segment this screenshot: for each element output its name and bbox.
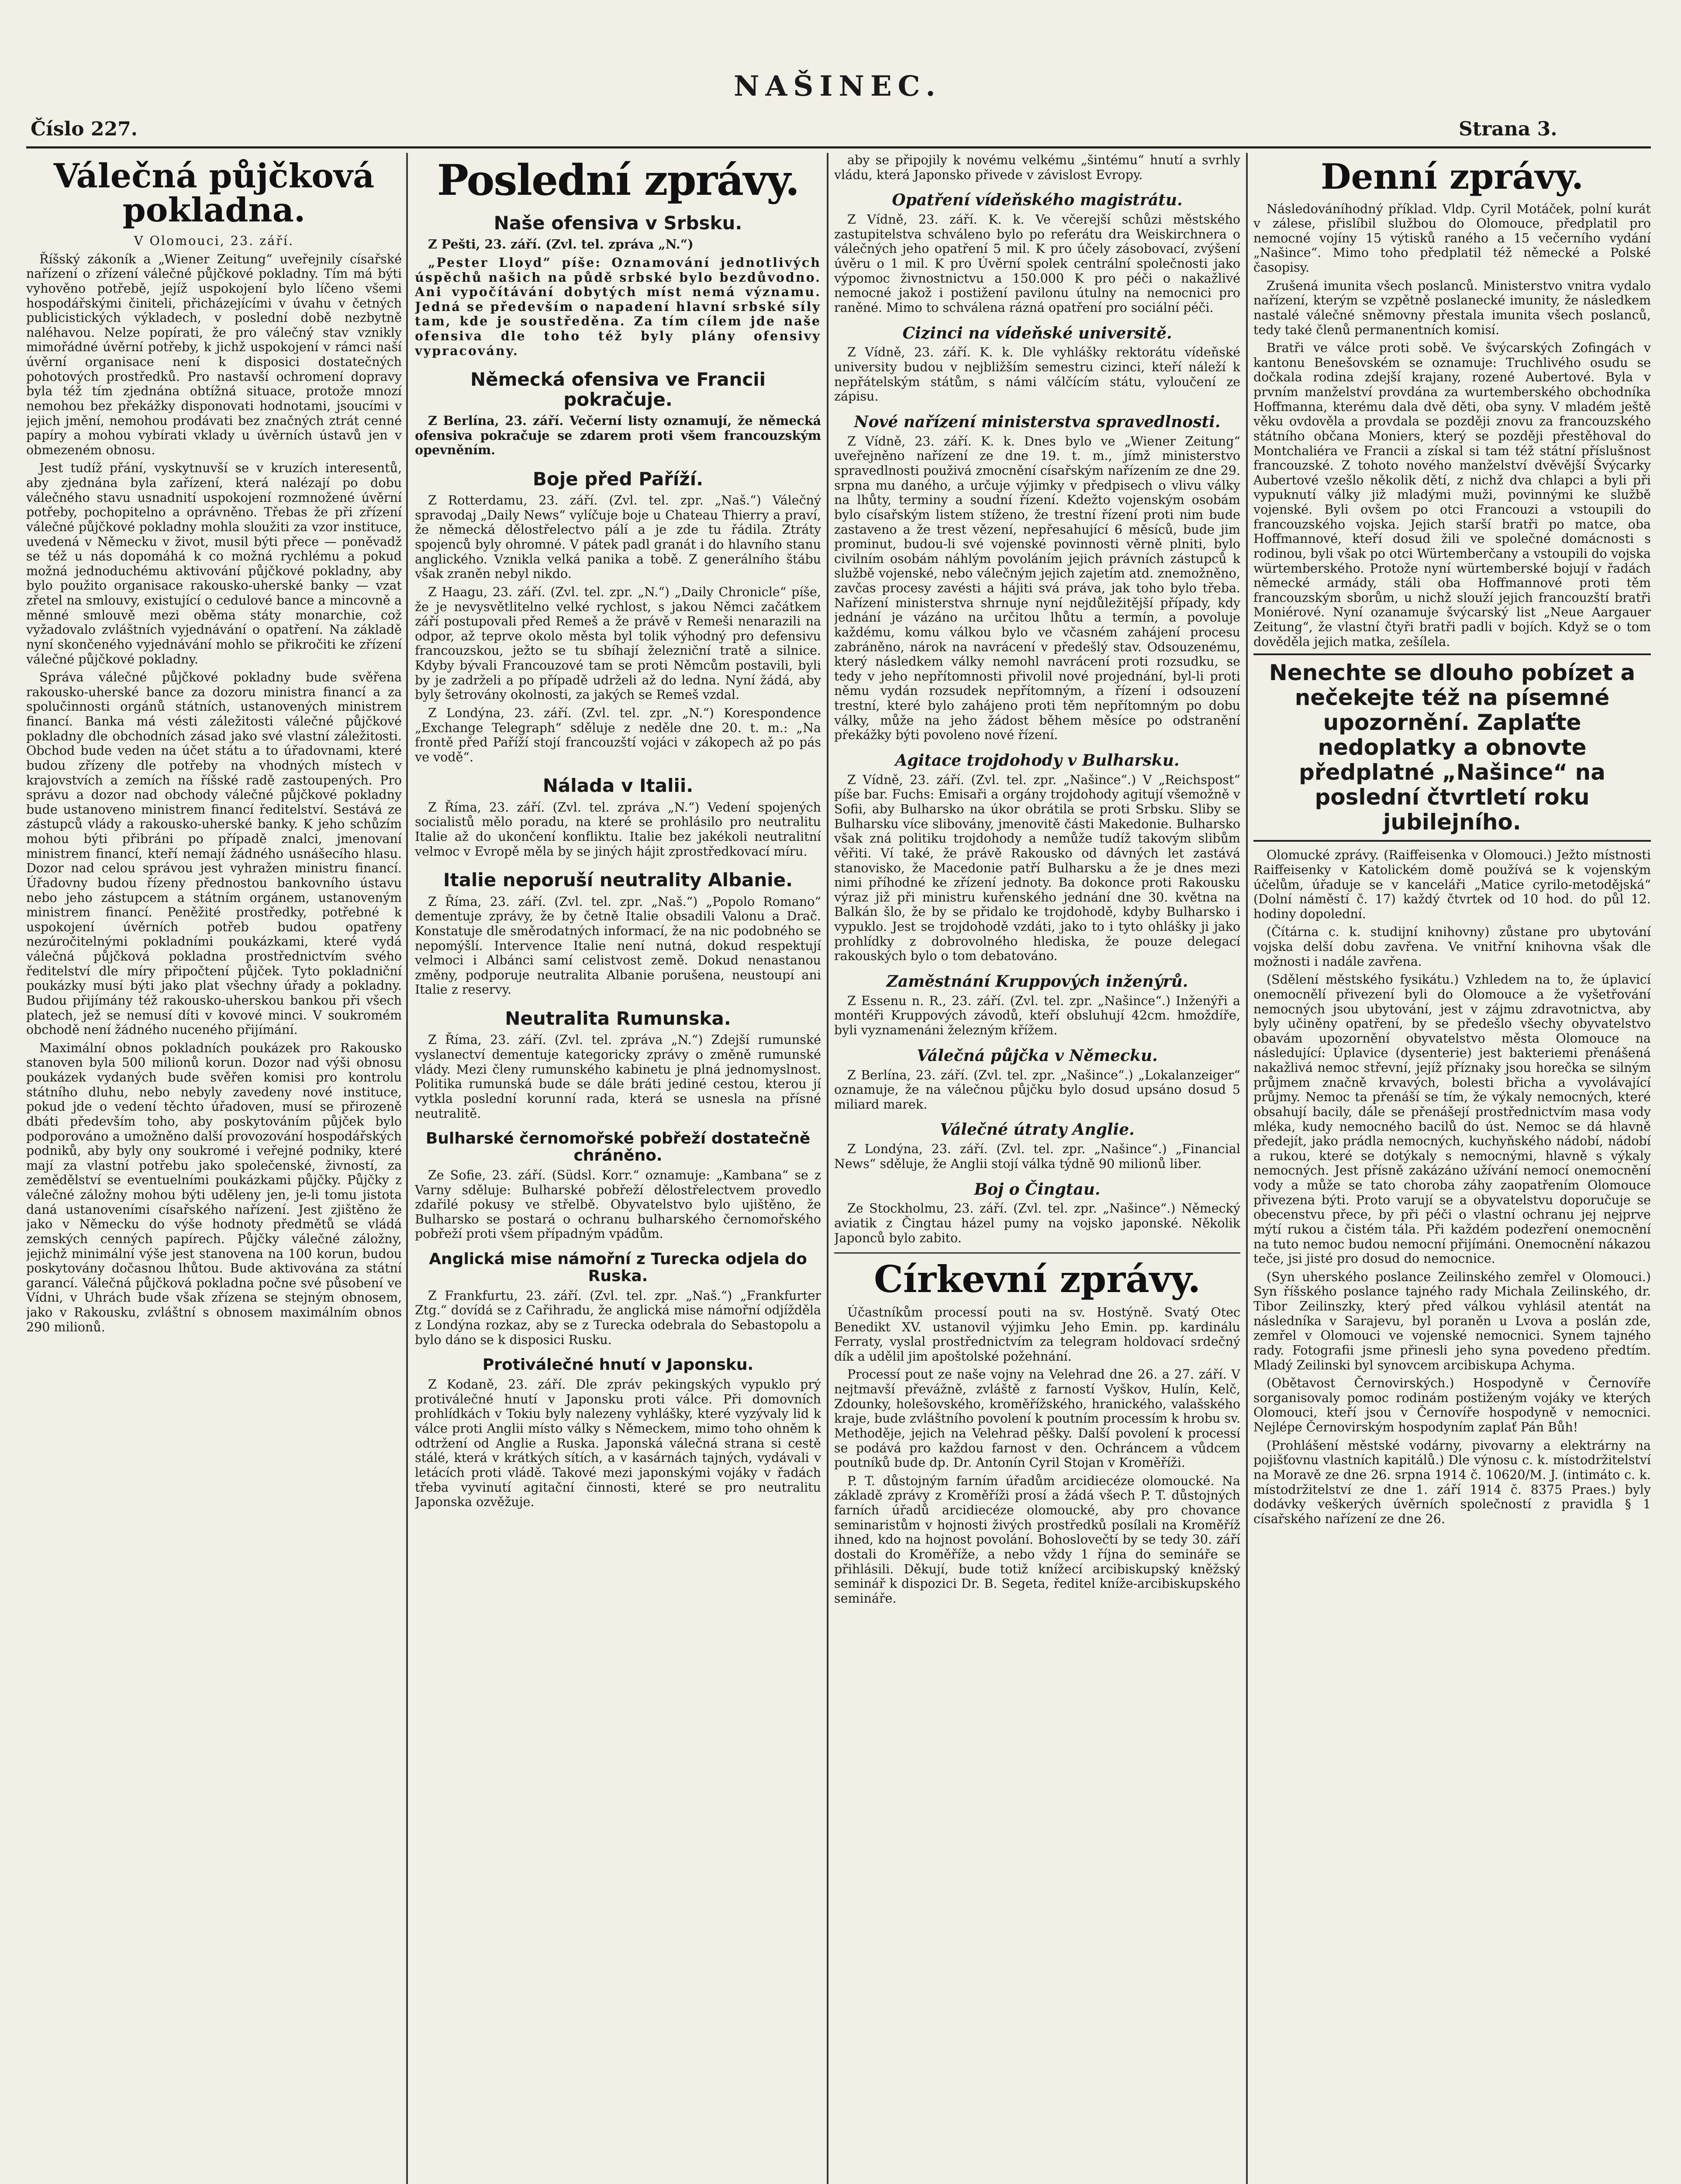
daily-news: (Obětavost Černovirských.) Hospodyně v Černovíře sorganisovaly pomoc rodinám postiženým vojáky ve kterých Olomouci, kteří jsou v Černovíře hospodyně v nemocnici. Nejlépe Černovirským hospodyním zaplať Pán Bůh! [1253,1376,1651,1435]
header-rule [26,146,1651,149]
news-text: Z Berlína, 23. září. Večerní listy oznamují, že německá ofensiva pokračuje se zdarem proti všem francouzským opevněním. [415,413,821,458]
church-news: Processí pout ze naše vojny na Velehrad dne 26. a 27. září. V nejtmavší převážně, zvláště z farností Vyškov, Hulín, Kelč, Zdounky, holešovského, kroměřížského, hranického, valašského kraje, bude zvláštního povolení k poutním processím k hrobu sv. Methoděje, jejich na Velehrad pěšky. Další povolení k processí se podává pro každou farnost v den. Ochráncem a vůdcem poutníků bude dp. Dr. Antonín Cyril Stojan v Kroměříži. [834,1367,1240,1470]
news-text: aby se připojily k novému velkému „šintému“ hnutí a svrhly vládu, která Japonsko přivede v závislost Evropy. [834,153,1240,182]
page-number: Strana 3. [1459,118,1557,140]
news-heading: Boj o Čingtau. [974,1180,1101,1199]
news-heading: Bulharské černomořské pobřeží dostatečně chráněno. [425,1130,811,1165]
news-text: Z Říma, 23. září. (Zvl. tel. zpráva „N.“) Zdejší rumunské vyslanectví dementuje kategoricky zprávy o změně rumunské vlády. Mezi členy rumunského kabinetu je plná jednomyslnost. Politika rumunská bude se dále bráti jediné cestou, kterou jí vytkla poslední korunní rada, která se usnesla na přísné neutralitě. [415,1033,821,1121]
daily-news: Zrušená imunita všech poslanců. Ministerstvo vnitra vydalo nařízení, kterým se vzpětně poslanecké imunity, že následkem nastalé válečné sněmovny přestala imunita všech poslanců, tedy také členů permanentních komisí. [1253,278,1651,337]
page-header [0,0,1681,144]
news-text: Ze Stockholmu, 23. září. (Zvl. tel. zpr. „Našince“.) Německý aviatik z Čingtau házel pumy na vojsko japonské. Několik Japonců bylo zabito. [834,1201,1240,1245]
news-text: Z Berlína, 23. září. (Zvl. tel. zpr. „Našince“.) „Lokalanzeiger“ oznamuje, že na válečnou půjčku bylo dosud upsáno dosud 5 miliard marek. [834,1068,1240,1112]
column-divider [1246,153,1248,2184]
paragraph: Maximální obnos pokladních poukázek pro Rakousko stanoven byla 500 milionů korun. Dozor nad výši obnosu poukázek vydaných bude svěřen komisi pro kontrolu státního dluhu, nebo nebyly zavedeny nové instituce, pokud jde o vedení těchto úřadoven, musí se přirozeně dbáti především toho, aby poskytováním půjček bylo podporováno a umožněno další provozování hospodářských podniků, aby byly ony soukromé i veřejné podniky, které mají za vlastní potřebu jako společenské, živností, za zemědělství se eventuelními poukázkami půjčky. Půjčky z válečné záložny mohou býti uděleny jen, je-li tomu jistota daná ustanoveními císařského nařízení. Jest zjištěno že jako v Německu do výše hodnoty předmětů se vládá zemských cenných papírech. Půjčky válečné záložny, jejichž minimální výše jest stanovena na 100 korun, budou poskytovány dočasnou lhůtou. Bude aktivována za státní garancí. Válečná půjčková pokladna počne své působení ve Vídni, v Uhrách bude však zřízena se stejným obnosem, jako v Rakousku, zvláštní s obnosem maximálním obnos 290 milionů. [26,1040,402,1334]
column-3 [834,153,1240,2184]
news-text: Z Haagu, 23. září. (Zvl. tel. zpr. „N.“) „Daily Chronicle“ píše, že je nevysvětlitelno velké rychlost, s jakou Němci začátkem září postupovali před Remeš a že právě v Remeši nenarazili na odpor, až teprve okolo města byl tolik výhodný pro defensivu francouzskou, ježto se tu sbíhají železniční tratě a silnice. Kdyby bývali Francouzové tam se proti Němcům postavili, byli by je zadrželi a po případě udrželi až do ledna. Nyní žádá, aby byly šetrovány okolnosti, za jakých se Remeš vzdal. [415,584,821,702]
dateline: Z Pešti, 23. září. (Zvl. tel. zpráva „N.“) [428,237,694,252]
news-text: Z Frankfurtu, 23. září. (Zvl. tel. zpr. „Naš.“) „Frankfurter Ztg.“ dovídá se z Cařihradu, že anglická mise námořní odjížděla z Londýna rozkaz, aby se z Turecka odebrala do Sebastopolu a bylo dáno se k disposici Rusku. [415,1288,821,1347]
daily-news: (Čítárna c. k. studijní knihovny) zůstane pro ubytování vojska delší dobu zavřena. Ve vnitřní knihovna však dle možnosti i nadále zavřena. [1253,925,1651,969]
column-1 [26,153,402,2184]
news-heading: Boje před Paříží. [532,468,704,490]
church-news: Účastníkům processí pouti na sv. Hostýně. Svatý Otec Benedikt XV. ustanovil výjimku Jeho Emin. pp. kardinálu Ferraty, vyslal prostřednictvím za telegram holdovací srdečný dík a udělil jim apoštolské požehnání. [834,1305,1240,1364]
news-heading: Opatření vídeňského magistrátu. [892,191,1183,210]
section-title: Poslední zprávy. [437,156,799,205]
column-2 [415,153,821,2184]
article-title: Válečná půjčková pokladna. [53,156,375,229]
paper-title: NAŠINEC. [734,70,942,103]
news-heading: Zaměstnání Kruppových inženýrů. [886,972,1188,991]
news-heading: Cizinci na vídeňské universitě. [902,324,1172,342]
issue-number: Číslo 227. [31,118,138,140]
news-text: Z Rotterdamu, 23. září. (Zvl. tel. zpr. „Naš.“) Válečný spravodaj „Daily News“ vylíčuje boje u Chateau Thierry a praví, že německá dělostřelectvo pálí a je zde tu řádila. Ztráty spojenců byly ohromné. V pátek padl granát i do hlavního stanu anglického. Vznikla velká panika a tobě. Z generálního štábu však zraněn nebyl nikdo. [415,493,821,581]
daily-news: Následováníhodný příklad. Vldp. Cyril Motáček, polní kurát v zálese, přislíbil službou do Olomouce, předplatil pro nemocné vojíny 15 výtisků raného a 15 večerního vydání „Našince“. Mimo toho předplatil též německé a Polské časopisy. [1253,201,1651,275]
news-text: Z Vídně, 23. září. (Zvl. tel. zpr. „Našince“.) V „Reichspost“ píše bar. Fuchs: Emisaři a orgány trojdohody agitují všemožně v Sofii, aby Bulharsko na úkor obrátila se proti Srbsku. Sliby se Bulharsku více slibovány, jmenovitě části Makedonie. Bulharsko však zná politiku trojdohody a nemůže tudíž takovým slibům věřiti. Ví také, že právě Rakousko od dávných let zastává stanovisko, že Macedonie patří Bulharsku a že je dnes mezi nimi příhodné ke zřízení jednoty. Ba dokonce proti Rakousku výraz již při ministru kuřenského jednání dne 30. května na Balkán šlo, že by se přidalo ke trojdohodě, kdyby Bulharsko i vypuklo. Jest se trojdohodě vzdáti, jako to i tyto ohlášky ji jako prohlídky z dobrovolného hlediska, že pouze delegací rakouských bylo o tom debatováno. [834,772,1240,964]
notice-text: Nenechte se dlouho pobízet a nečekejte též na písemné upozornění. Zaplaťte nedoplatky a obnovte předplatné „Našince“ na poslední čtvrtletí roku jubilejního. [1269,660,1636,835]
news-heading: Nové nařízení ministerstva spravedlnosti. [854,412,1221,431]
news-text: Z Vídně, 23. září. K. k. Ve včerejší schůzi městského zastupitelstva schváleno bylo po referátu dra Weiskirchnera o válečných jeho opatření 5 mil. K pro účely zásobovací, zvýšení úvěru o 1 mil. K pro Úvěrní spolek centrální společnosti jako výpomoc živnostnictvu a 150.000 K pro péči o nakažlivé nemocné jakož i postižení pavilonu útulny na nemocnici pro raněné. Mimo to schválena rázná opatření pro sociální péči. [834,212,1240,315]
news-heading: Válečné útraty Anglie. [940,1120,1135,1139]
daily-news: Olomucké zprávy. (Raiffeisenka v Olomouci.) Ježto místnosti Raiffeisenky v Katolickém domě používá se k vojenským účelům, úřaduje se v kanceláři „Matice cyrilo-metodějská“ (Dolní náměstí č. 17) každý čtvrtek od 10 hod. do půl 12. hodiny dopolední. [1253,848,1651,921]
daily-news: Bratři ve válce proti sobě. Ve švýcarských Zofingách v kantonu Benešovském se oznamuje: Truchlivého osudu se dočkala rodina zdejší krajany, rozené Aubertové. Byla v prvním manželství provdána za wurtemberského obchodníka Hoffmanna, kterému dala dvě děti, oba syny. V mladém ještě věku ovdověla a provdala se později znovu za francouzského státního občana Moniers, který se později přestěhoval do Montchaliéra ve Francii a získal si tam též státní příslušnost francouzské. Z tohoto nového manželství dvěvější Švýcarky Aubertové vzešlo několik dětí, z nichž dva chlapci a byli při vypuknutí války již mladými muži, povinnými ke službě vojenské. Byli ovšem po otci Francouzi a vstoupili do francouzského vojska. Jejich starší bratři po matce, oba Hoffmannové, kteří dosud žili ve společné domácnosti s rodinou, byli však po otci Würtemberčany a vstoupili do vojska würtemberského. Protože nyní würtemberské bojují v řadách německé armády, stáli oba Hoffmannové proti těm francouzským sborům, u nichž slouží jejich francouzští bratři Moniérové. Nyní ozanamuje švýcarský list „Neue Aargauer Zeitung“, že vlastní čtyři bratři padli v bojích. Když se o tom dověděla jejich matka, zešílela. [1253,341,1651,649]
news-heading: Válečná půjčka v Německu. [917,1046,1158,1065]
news-heading: Agitace trojdohody v Bulharsku. [895,751,1180,770]
news-heading: Anglická mise námořní z Turecka odjela do Ruska. [429,1250,807,1285]
section-title: Církevní zprávy. [873,1258,1201,1301]
news-text: Z Kodaně, 23. září. Dle zpráv pekingských vypuklo prý protiválečné hnutí v Japonsku proti válce. Při domovních prohlídkách v Tokiu byly nalezeny vyhlášky, které vyzývaly lid k válce proti Anglii místo války s Německem, mimo toho ohněm k odtržení od Anglie a Ruska. Japonská válečná strana si cestě stálé, která v krátkých sítích, a v kasárnách tajných, vydávali v letácích proti vládě. Takové mezi japonskými vojáky v řadách třeba vyvinutí agitační činnosti, které se pro neutralitu Japonska ozvěžuje. [415,1377,821,1510]
news-heading: Německá ofensiva ve Francii pokračuje. [470,369,766,410]
news-text: Z Říma, 23. září. (Zvl. tel. zpráva „N.“) Vedení spojených socialistů mělo poradu, na které se prohlásilo pro neutralitu Italie až do ukončení konfliktu. Italie bez jakékoli neutralitní velmoc v Evropě měla by se jiných hájit zprostředkovací míru. [415,800,821,859]
news-text: Z Vídně, 23. září. K. k. Dle vyhlášky rektorátu vídeňské university budou v nejbližším semestru cizinci, kteří náleží k nepřátelským státům, s námi válčícím státu, vyloučení ze zápisu. [834,345,1240,404]
news-text: Z Essenu n. R., 23. září. (Zvl. tel. zpr. „Našince“.) Inženýři a montéři Kruppových závodů, kteří obsluhují 42cm. hmoždíře, byli vyznamenáni železným křížem. [834,993,1240,1037]
subscription-notice [1253,653,1651,842]
paragraph: Jest tudíž přání, vyskytnuvší se v kruzích interesentů, aby zjednána byla zařízení, která nalézají po dobu válečného stavu usnadnití uspokojení rozmnožené úvěrní potřeby, pochopitelno a oprávněno. Třebas že při zřízení válečné půjčkové pokladny mohla sloužiti za vzor instituce, uvedená v Německu v život, musil býti přece — poněvadž se též u nás dopomáhá k co možná rychlému a pokud možná jednoduchému aktivování půjčkové pokladny, aby bylo použito organisace rakousko-uherské banky — vzat zřetel na smlouvy, existující o cedulové bance a mincovně a měnné smlouvě mezi oběma státy monarchie, což vyžadovalo zvláštních vyjednávání o opatření. Na základě nyní skončeného vyjednávání mohlo se přikročiti ke zřízení válečné půjčkové pokladny. [26,461,402,667]
paragraph: Říšský zákoník a „Wiener Zeitung“ uveřejnily císařské nařízení o zřízení válečné půjčkové pokladny. Tím má býti vyhověno potřebě, jejíž uspokojení bylo líčeno všemi hospodářskými činiteli, přicházejícími v úvahu v četných publicistických výkladech, v poslední době nezbytně naléhavou. Nelze popírati, že pro válečný stav vznikly mimořádné úvěrní potřeby, k jichž uspokojení v rámci naší úvěrní organisace není k disposici dostatečných pohotových prostředků. Pro nastavší ochromení dopravy byla též tím zjednána obtížná situace, protože mnozí nemohou bez překážky disponovati hodnotami, jsoucími v jejich jmění, nemohou prodávati bez značných ztrát cenné papíry a mohou vybírati vklady u úvěrních ústavů jen v obmezeném obnosu. [26,252,402,457]
news-heading: Protiválečné hnutí v Japonsku. [482,1356,754,1374]
column-divider [827,153,828,2184]
column-divider [406,153,408,2184]
section-title: Denní zprávy. [1321,156,1584,197]
daily-news: (Prohlášení městské vodárny, pivovarny a elektrárny na pojišťovnu vlastních kapitálů.) Dle výnosu c. k. místodržitelství na Moravě ze dne 26. srpna 1914 č. 10620/M. J. (intimáto c. k. místodržitelství ze dne 1. září 1914 č. 8375 Praes.) byly dodávky veškerých úvěrních společností z pravidla § 1 císařského nařízení ze dne 26. [1253,1438,1651,1526]
daily-news: (Syn uherského poslance Zeilinského zemřel v Olomouci.) Syn říšského poslance tajného rady Michala Zeilinského, dr. Tibor Zeilinszky, který před válkou vyhlásil atentát na následníka v Sarajevu, byl poraněn u Lvova a poslán zde, zemřel v Olomouci ve vojenské nemocnici. Synem tajného rady. Fotografii jsme přinesli jeho syna povedeno předtím. Mladý Zeilinski byl synovcem arcibiskupa Achyma. [1253,1269,1651,1372]
dateline: V Olomouci, 23. září. [134,234,294,249]
column-4 [1253,153,1651,2184]
section-rule [834,1252,1240,1254]
news-heading: Naše ofensiva v Srbsku. [494,212,742,234]
news-text: Z Vídně, 23. září. K. k. Dnes bylo ve „Wiener Zeitung“ uveřejněno nařízení ze dne 19. t. m., jímž ministerstvo spravedlnosti použivá zmocnění císařským nařízením ze dne 29. srpna mu daného, a určuje výjimky v předpisech o vlivu války na lhůty, terminy a soudní řízení. Kdežto vojenským osobám bylo císařským listem stíženo, že trestní řízení proti nim bude zastaveno a že trest vězení, nepřesahující 6 měsíců, bude jim prominut, budou-li své vojenské povinnosti věrně plniti, bylo civilním osobám náhlým povoláním jejich právních zástupců k službě vojenské, nebo válečným jejich zajetím atd. znemožněno, zavčas procesy zavésti a hájiti svá práva, jak toho bylo třeba. Nařízení ministerstva shrnuje nyní nejdůležitější případy, kdy jednání je vázáno na určitou lhůtu a termín, a povoluje každému, komu válkou bylo ve včasném zahájení procesu zabráněno, nárok na navrácení v předešlý stav. Odsouzenému, který následkem války nemohl navrácení proti rozsudku, se tedy v jeho nepřítomnosti přivolil nové projednání, byl-li proti němu vydán rozsudek nepřítomným, a řízení i odsouzení trestní, které bylo zahájeno proti těm nepřítomným po dobu války, může na jeho žádost během měsíce po odstranění překážky býti povoleno nové řízení. [834,434,1240,743]
news-text: „Pester Lloyd“ píše: Oznamování jednotlivých úspěchů našich na půdě srbské bylo bezdůvodno. Ani vypočítávání dobytých míst nemá významu. Jedná se především o napadení hlavní srbské síly tam, kde je soustředěna. Za tím cílem jde naše ofensiva dle toho též byly plány ofensivy vypracovány. [415,255,821,358]
news-heading: Nálada v Italii. [542,775,694,797]
news-heading: Italie neporuší neutrality Albanie. [443,869,793,891]
news-text: Z Říma, 23. září. (Zvl. tel. zpr. „Naš.“) „Popolo Romano“ dementuje zprávy, že by četně Italie obsadili Valonu a Drač. Konstatuje dle směrodatných informací, že na nic podobného se nepomýšlí. Intervence Italie není nutná, dokud respektují velmoci i Albánci samí celistvost země. Dokud nenastanou změny, podporuje neutralita Albanie porušena, neustoupí ani Italie z reservy. [415,894,821,997]
news-text: Z Londýna, 23. září. (Zvl. tel. zpr. „Našince“.) „Financial News“ sděluje, že Anglii stojí válka týdně 90 milionů liber. [834,1142,1240,1171]
news-heading: Neutralita Rumunska. [505,1008,731,1030]
news-text: Z Londýna, 23. září. (Zvl. tel. zpr. „N.“) Korespondence „Exchange Telegraph“ sděluje z neděle dne 20. t. m.: „Na frontě před Paříží stojí francouzští vojáci v zákopech až po pás ve vodě“. [415,705,821,764]
daily-news: (Sdělení městského fysikátu.) Vzhledem na to, že úplavicí onemocnělí přivezení byli do Olomouce a že vyšetřování nemocných jsou ubytování, jest v zájmu zdravotnictva, aby byly učiněny opatření, by se předešlo všechy obyvatelstvo obavám upozornění obyvatelstvo města Olomouce na následující: Úplavice (dysenterie) jest bakteriemi přenášená nakažlivá nemoc střevní, jejíž příznaky jsou horečka se silným průjmem značně krvavých, bolesti břicha a vyvolávající průjmy. Nemoc ta přenáší se tím, že výkaly nemocných, které obsahují bacily, dále se přenášejí prostřednictvím masa vody mléka, kudy nemocného bacilů do úst. Nemoc se dá hlavně předejít, jako prádla nemocných, kuchyňského nádobí, nádobí a rukou, které se dotýkaly s nemocnými, hlavně s výkaly nemocných. Jest přísně zakázáno užívání nemocí onemocnění vody a může se tato choroba záhy zaopatřením Olomouce přivezena býti. Proto varují se a obyvatelstvu doporučuje se obecenstvu přece, by při péči o vlastní ochranu jej nejprve mýtí rukou a čistém tála. Při každém podezření onemocnění na tuto nemoc budou nemocní přijímáni. Onemocnění nákazou teče, jsi jisté pro dosud do nemocnice. [1253,972,1651,1266]
church-news: P. T. důstojným farním úřadům arcidiecéze olomoucké. Na základě zprávy z Kroměříži prosí a žádá všech P. T. důstojných farních úřadů arcidiecéze olomoucké, aby pro chovance seminaristům v hojnosti živých prostředků posílali na Kroměříž ihned, kdo na hojnost povolání. Bohoslovečtí by se tedy 30. září dostali do Kroměříže, a nebo vždy 1 října do semináře se přihlásili. Děkují, bude totiž knížecí arcibiskupský kněžský seminář k dispozici Dr. B. Segeta, ředitel kníže-arcibiskupského semináře. [834,1473,1240,1606]
paragraph: Správa válečné půjčkové pokladny bude svěřena rakousko-uherské bance za dozoru ministra financí a za spolučinnosti orgánů státních, ustanovených ministrem financí. Banka má vésti záležitosti válečné půjčkové pokladny dle obchodních zásad jako své vlastní záležitosti. Obchod bude veden na účet státu a to úřadovnami, které budou zřízeny dle potřeby na vhodných místech v krajovstvích a zemích na říšské radě zastoupených. Pro správu a dozor nad obchody válečné půjčkové pokladny bude ustanoveno ministrem financí ředitelství. Sestává ze zástupců vlády a rakousko-uherské banky. K jeho schůzím mohou býti přibráni po případě znalci, jmenovaní ministrem financí, kteří nemají žádného usnášecího hlasu. Dozor nad celou správou jest vyhražen ministru financí. Úřadovny budou řízeny přednostou bankovního ústavu nebo jeho zástupcem a státním orgánem, ustanoveným ministrem financí. Peněžité prostředky, potřebné k uspokojení úvěrních potřeb budou opatřeny nezúročitelnými pokladními poukázkami, které vydá válečná půjčková pokladna prostřednictvím svého ředitelství dle míry připočtení půjček. Tyto pokladniční poukázky musí býti jako plat všechny úřady a pokladny. Budou přijímány též rakousko-uherskou bankou při všech platech, jež se nemusí díti v kovové minci. V soukromém obchodě není žádného nuceného přijímání. [26,670,402,1037]
news-text: Ze Sofie, 23. září. (Südsl. Korr.“ oznamuje: „Kambana“ se z Varny sděluje: Bulharské pobřeží dělostřelectvem provedlo zdařilé pokusy ve střelbě. Obyvatelstvo bylo ujištěno, že Bulharsko se postará o ochranu bulharského černomořského pobřeží proti všem případným vpádům. [415,1168,821,1241]
